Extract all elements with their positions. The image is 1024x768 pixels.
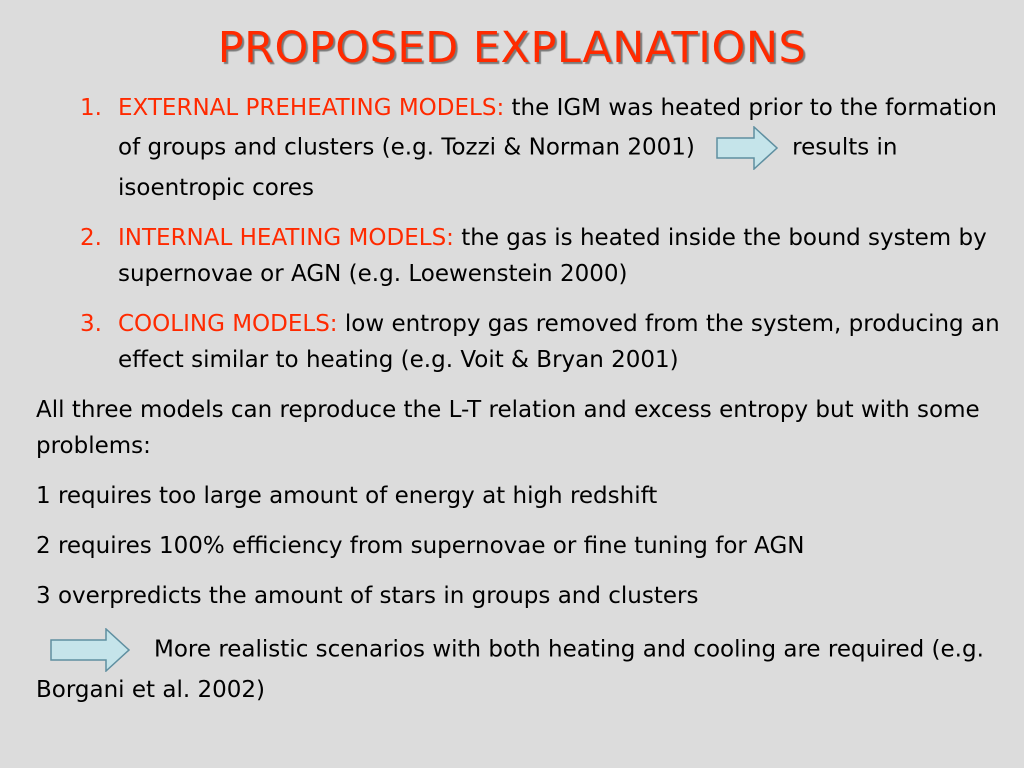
models-list <box>36 90 1011 378</box>
model-result: results in isoentropic cores <box>118 134 898 201</box>
conclusion-paragraph <box>36 628 1011 708</box>
conclusion-text: More realistic scenarios with both heating and cooling are required (e.g. Borgani et al. 2002) <box>36 636 984 703</box>
model-label: COOLING MODELS: <box>118 311 338 337</box>
problem-item: 1 requires too large amount of energy at high redshift <box>36 483 658 509</box>
summary-text: All three models can reproduce the L-T relation and excess entropy but with some problems: <box>36 397 980 459</box>
model-text: the gas is heated inside the bound system by supernovae or AGN (e.g. Loewenstein 2000) <box>118 225 987 287</box>
right-arrow-icon <box>50 628 130 672</box>
slide-body <box>36 90 1011 722</box>
list-number: 2. <box>80 225 102 251</box>
list-item <box>36 306 1011 378</box>
model-text: low entropy gas removed from the system, producing an effect similar to heating (e.g. Voit & Bryan 2001) <box>118 311 1000 373</box>
model-label: INTERNAL HEATING MODELS: <box>118 225 454 251</box>
model-label: EXTERNAL PREHEATING MODELS: <box>118 95 505 121</box>
list-number: 1. <box>80 95 102 121</box>
problem-item: 2 requires 100% efficiency from supernovae or fine tuning for AGN <box>36 533 805 559</box>
list-item <box>36 220 1011 292</box>
list-item <box>36 90 1011 206</box>
model-text: the IGM was heated prior to the formation of groups and clusters (e.g. Tozzi & Norman 2001) <box>118 95 997 161</box>
problem-item: 3 overpredicts the amount of stars in groups and clusters <box>36 583 699 609</box>
list-number: 3. <box>80 311 102 337</box>
page-title: PROPOSED EXPLANATIONS <box>217 23 807 73</box>
right-arrow-icon <box>716 126 778 170</box>
